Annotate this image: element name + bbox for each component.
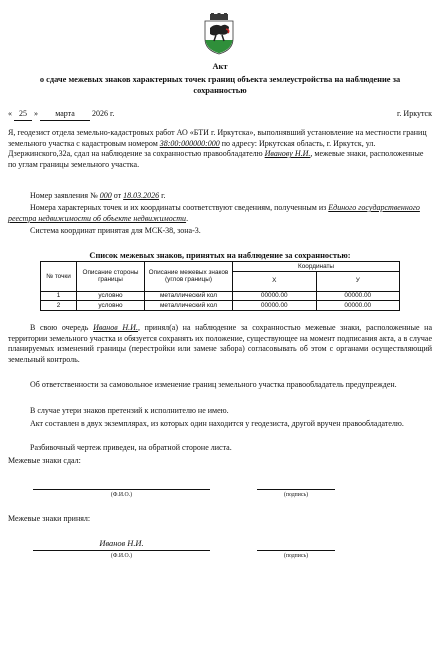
date-line (8, 109, 432, 121)
text-obligations-body: , принял(а) на наблюдение за сохранностью межевые знаки, расположенные на территории земельного участка и обязуется сохранять их положение, существующее на момент подписания акта, а в случае планируемых изменений границы (перестройки или замене забора) согласовывать об этом с органами осуществляющий земельный контроль. (8, 323, 432, 364)
paragraph-no-claims: В случае утери знаков претензий к исполнителю не имею. (30, 406, 229, 415)
text-installation-intro: Я, геодезист отдела земельно-кадастровых работ АО «БТИ г. Иркутска», выполнявший установление на местности границ земельного участка с кадастровым номером (8, 128, 427, 148)
cell-sign: металлический кол (145, 291, 233, 301)
signature-line-handed (257, 489, 335, 490)
cell-side: условно (77, 301, 145, 311)
text-installation-end: , межевые знаки, расположенные по углам границы земельного участка. (8, 149, 424, 169)
date-day: 25 (14, 109, 32, 121)
table-header-row (41, 262, 400, 272)
paragraph-installation (8, 128, 432, 170)
header-sign-description: Описание межевых знаков (углов границы) (145, 262, 233, 292)
accepted-by-name: Иванов Н.И. (99, 539, 144, 548)
label-accepted: Межевые знаки принял: (8, 514, 91, 523)
owner-name: Иванов Н.И. (93, 323, 138, 332)
text-application-year-suffix: г. (161, 191, 166, 200)
label-handed-over: Межевые знаки сдал: (8, 456, 81, 465)
paragraph-liability: Об ответственности за самовольное изменение границ земельного участка правообладатель предупрежден. (30, 380, 397, 389)
application-date: 18.03.2026 (123, 191, 160, 200)
cell-y: 00000.00 (316, 291, 400, 301)
paragraph-coordinates-source (8, 203, 432, 224)
text-installation-address: по адресу: Иркутская область, г. Иркутск, ул. Дзержинского,32а, сдал на наблюдение за сохранностью правообладателю (8, 138, 376, 159)
text-application-label: Номер заявления № (30, 191, 98, 200)
date-open-quote: « (8, 109, 12, 118)
fio-line-accepted (33, 550, 210, 551)
table-row (41, 291, 400, 301)
cell-point-number: 2 (41, 301, 77, 311)
owner-name-dative: Иванову Н.И. (264, 149, 311, 159)
cell-sign: металлический кол (145, 301, 233, 311)
city-coat-of-arms-icon (202, 13, 236, 55)
text-obligations-intro: В свою очередь (30, 323, 89, 332)
signature-caption-accepted: (подпись) (283, 553, 309, 559)
boundary-signs-table (40, 261, 400, 311)
date-city: г. Иркутск (397, 109, 432, 118)
cell-y: 00000.00 (316, 301, 400, 311)
header-side-description: Описание стороны границы (77, 262, 145, 292)
signature-caption-handed: (подпись) (283, 492, 309, 498)
header-x: Х (233, 271, 317, 291)
fio-caption-handed: (Ф.И.О.) (110, 492, 133, 498)
cell-x: 00000.00 (233, 301, 317, 311)
table-row (41, 301, 400, 311)
header-point-number: № точки (41, 262, 77, 292)
registry-name: Единого государственного реестра недвижимости об объекте недвижимости (8, 203, 420, 223)
date-close-quote: » (34, 109, 38, 118)
text-period: . (186, 213, 189, 223)
text-application-from: от (113, 191, 122, 200)
cell-point-number: 1 (41, 291, 77, 301)
paragraph-owner-obligations (8, 323, 432, 365)
fio-line-handed (33, 489, 210, 490)
fio-caption-accepted: (Ф.И.О.) (110, 553, 133, 559)
signature-line-accepted (257, 550, 335, 551)
paragraph-copies: Акт составлен в двух экземплярах, из которых один находится у геодезиста, другой вручен правообладателю. (30, 419, 404, 428)
cell-x: 00000.00 (233, 291, 317, 301)
cadastral-number: 38:00:000000:000 (159, 138, 220, 148)
document-subtitle: о сдаче межевых знаков характерных точек границ объекта землеустройства на наблюдение за сохранностью (39, 75, 401, 96)
document-title: Акт (212, 62, 228, 71)
application-number: 000 (99, 191, 112, 200)
text-coordinates-source: Номера характерных точек и их координаты соответствуют сведениям, полученным из (30, 203, 327, 212)
header-y: У (316, 271, 400, 291)
date-month: марта (40, 109, 90, 121)
table-title: Список межевых знаков, принятых на наблюдение за сохранностью: (89, 251, 351, 260)
paragraph-drawing: Разбивочный чертеж приведен, на обратной стороне листа. (30, 443, 232, 452)
header-coordinates: Координаты (233, 262, 400, 272)
cell-side: условно (77, 291, 145, 301)
paragraph-application (8, 191, 432, 202)
paragraph-coordinate-system: Система координат принятая для МСК-38, зона-3. (30, 226, 201, 235)
date-year: 2026 г. (92, 109, 115, 118)
